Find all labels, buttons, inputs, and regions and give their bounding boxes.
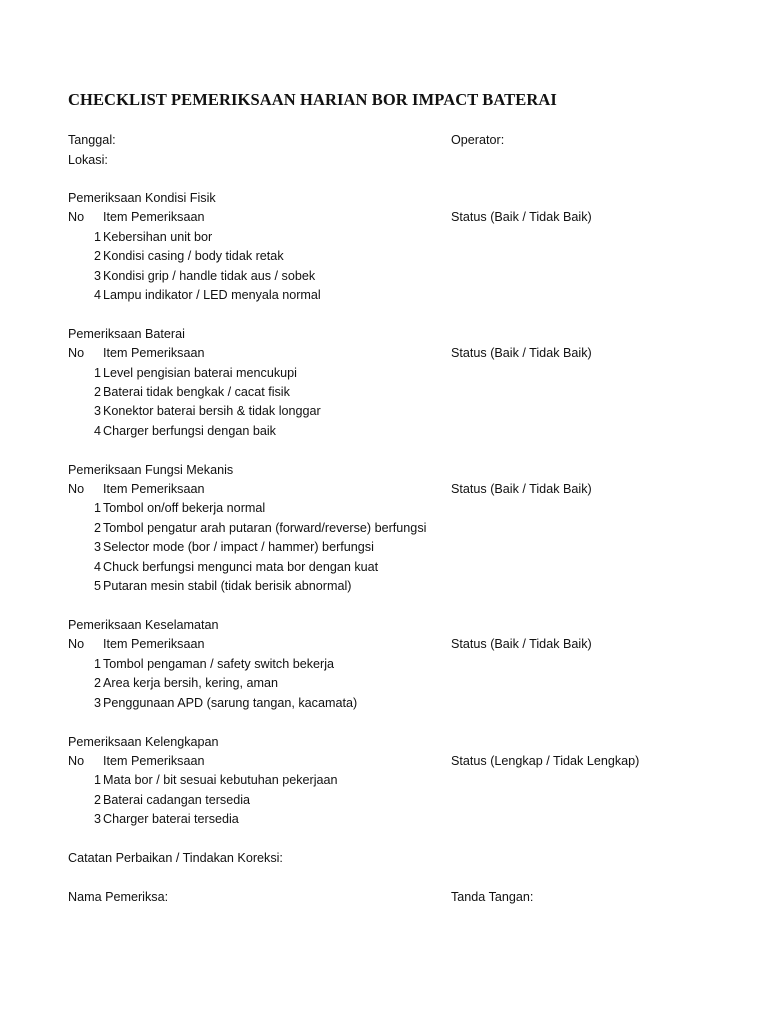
item-number: 1 (93, 230, 101, 244)
item-text: Area kerja bersih, kering, aman (103, 676, 278, 690)
item-number: 1 (93, 773, 101, 787)
item-text: Penggunaan APD (sarung tangan, kacamata) (103, 696, 358, 710)
item-text: Kondisi grip / handle tidak aus / sobek (103, 269, 316, 283)
item-text: Lampu indikator / LED menyala normal (103, 288, 321, 302)
item-text: Level pengisian baterai mencukupi (103, 366, 297, 380)
no-header: No (68, 754, 85, 768)
item-number: 2 (93, 385, 101, 399)
item-number: 3 (93, 269, 101, 283)
item-number: 4 (93, 288, 101, 302)
section-header-row (0, 480, 768, 499)
item-number: 4 (93, 424, 101, 438)
status-header: Status (Lengkap / Tidak Lengkap) (451, 754, 640, 768)
section-title: Pemeriksaan Keselamatan (68, 618, 219, 632)
operator-label: Operator: (451, 133, 505, 147)
section-header-row (0, 344, 768, 363)
document-title: CHECKLIST PEMERIKSAAN HARIAN BOR IMPACT BATERAI (68, 90, 557, 109)
item-text: Konektor baterai bersih & tidak longgar (103, 404, 321, 418)
no-header: No (68, 346, 85, 360)
section-title: Pemeriksaan Baterai (68, 327, 185, 341)
location-label: Lokasi: (68, 153, 108, 167)
item-text: Selector mode (bor / impact / hammer) berfungsi (103, 540, 374, 554)
item-text: Charger baterai tersedia (103, 812, 239, 826)
section-header-row (0, 208, 768, 227)
status-header: Status (Baik / Tidak Baik) (451, 637, 592, 651)
item-text: Tombol pengatur arah putaran (forward/reverse) berfungsi (103, 521, 427, 535)
item-number: 1 (93, 501, 101, 515)
no-header: No (68, 210, 85, 224)
item-text: Charger berfungsi dengan baik (103, 424, 276, 438)
item-number: 3 (93, 696, 101, 710)
section-title: Pemeriksaan Fungsi Mekanis (68, 463, 234, 477)
item-number: 2 (93, 676, 101, 690)
item-text: Tombol on/off bekerja normal (103, 501, 266, 515)
item-text: Kondisi casing / body tidak retak (103, 249, 284, 263)
item-header: Item Pemeriksaan (103, 637, 205, 651)
item-text: Baterai tidak bengkak / cacat fisik (103, 385, 290, 399)
item-number: 2 (93, 793, 101, 807)
notes-label: Catatan Perbaikan / Tindakan Koreksi: (68, 851, 283, 865)
item-header: Item Pemeriksaan (103, 754, 205, 768)
item-text: Putaran mesin stabil (tidak berisik abnormal) (103, 579, 352, 593)
item-number: 3 (93, 404, 101, 418)
item-header: Item Pemeriksaan (103, 482, 205, 496)
item-number: 3 (93, 812, 101, 826)
item-number: 4 (93, 560, 101, 574)
item-text: Kebersihan unit bor (103, 230, 213, 244)
section-title: Pemeriksaan Kelengkapan (68, 735, 219, 749)
no-header: No (68, 482, 85, 496)
item-header: Item Pemeriksaan (103, 210, 205, 224)
item-text: Tombol pengaman / safety switch bekerja (103, 657, 335, 671)
item-text: Chuck berfungsi mengunci mata bor dengan kuat (103, 560, 379, 574)
date-label: Tanggal: (68, 133, 116, 147)
signature-label: Tanda Tangan: (451, 890, 534, 904)
item-number: 5 (93, 579, 101, 593)
item-text: Mata bor / bit sesuai kebutuhan pekerjaan (103, 773, 338, 787)
section-title: Pemeriksaan Kondisi Fisik (68, 191, 216, 205)
item-number: 1 (93, 366, 101, 380)
item-header: Item Pemeriksaan (103, 346, 205, 360)
section-header-row (0, 752, 768, 771)
item-number: 2 (93, 521, 101, 535)
item-text: Baterai cadangan tersedia (103, 793, 251, 807)
inspector-name-label: Nama Pemeriksa: (68, 890, 169, 904)
status-header: Status (Baik / Tidak Baik) (451, 210, 592, 224)
status-header: Status (Baik / Tidak Baik) (451, 482, 592, 496)
item-number: 1 (93, 657, 101, 671)
section-header-row (0, 635, 768, 654)
item-number: 3 (93, 540, 101, 554)
item-number: 2 (93, 249, 101, 263)
status-header: Status (Baik / Tidak Baik) (451, 346, 592, 360)
no-header: No (68, 637, 85, 651)
